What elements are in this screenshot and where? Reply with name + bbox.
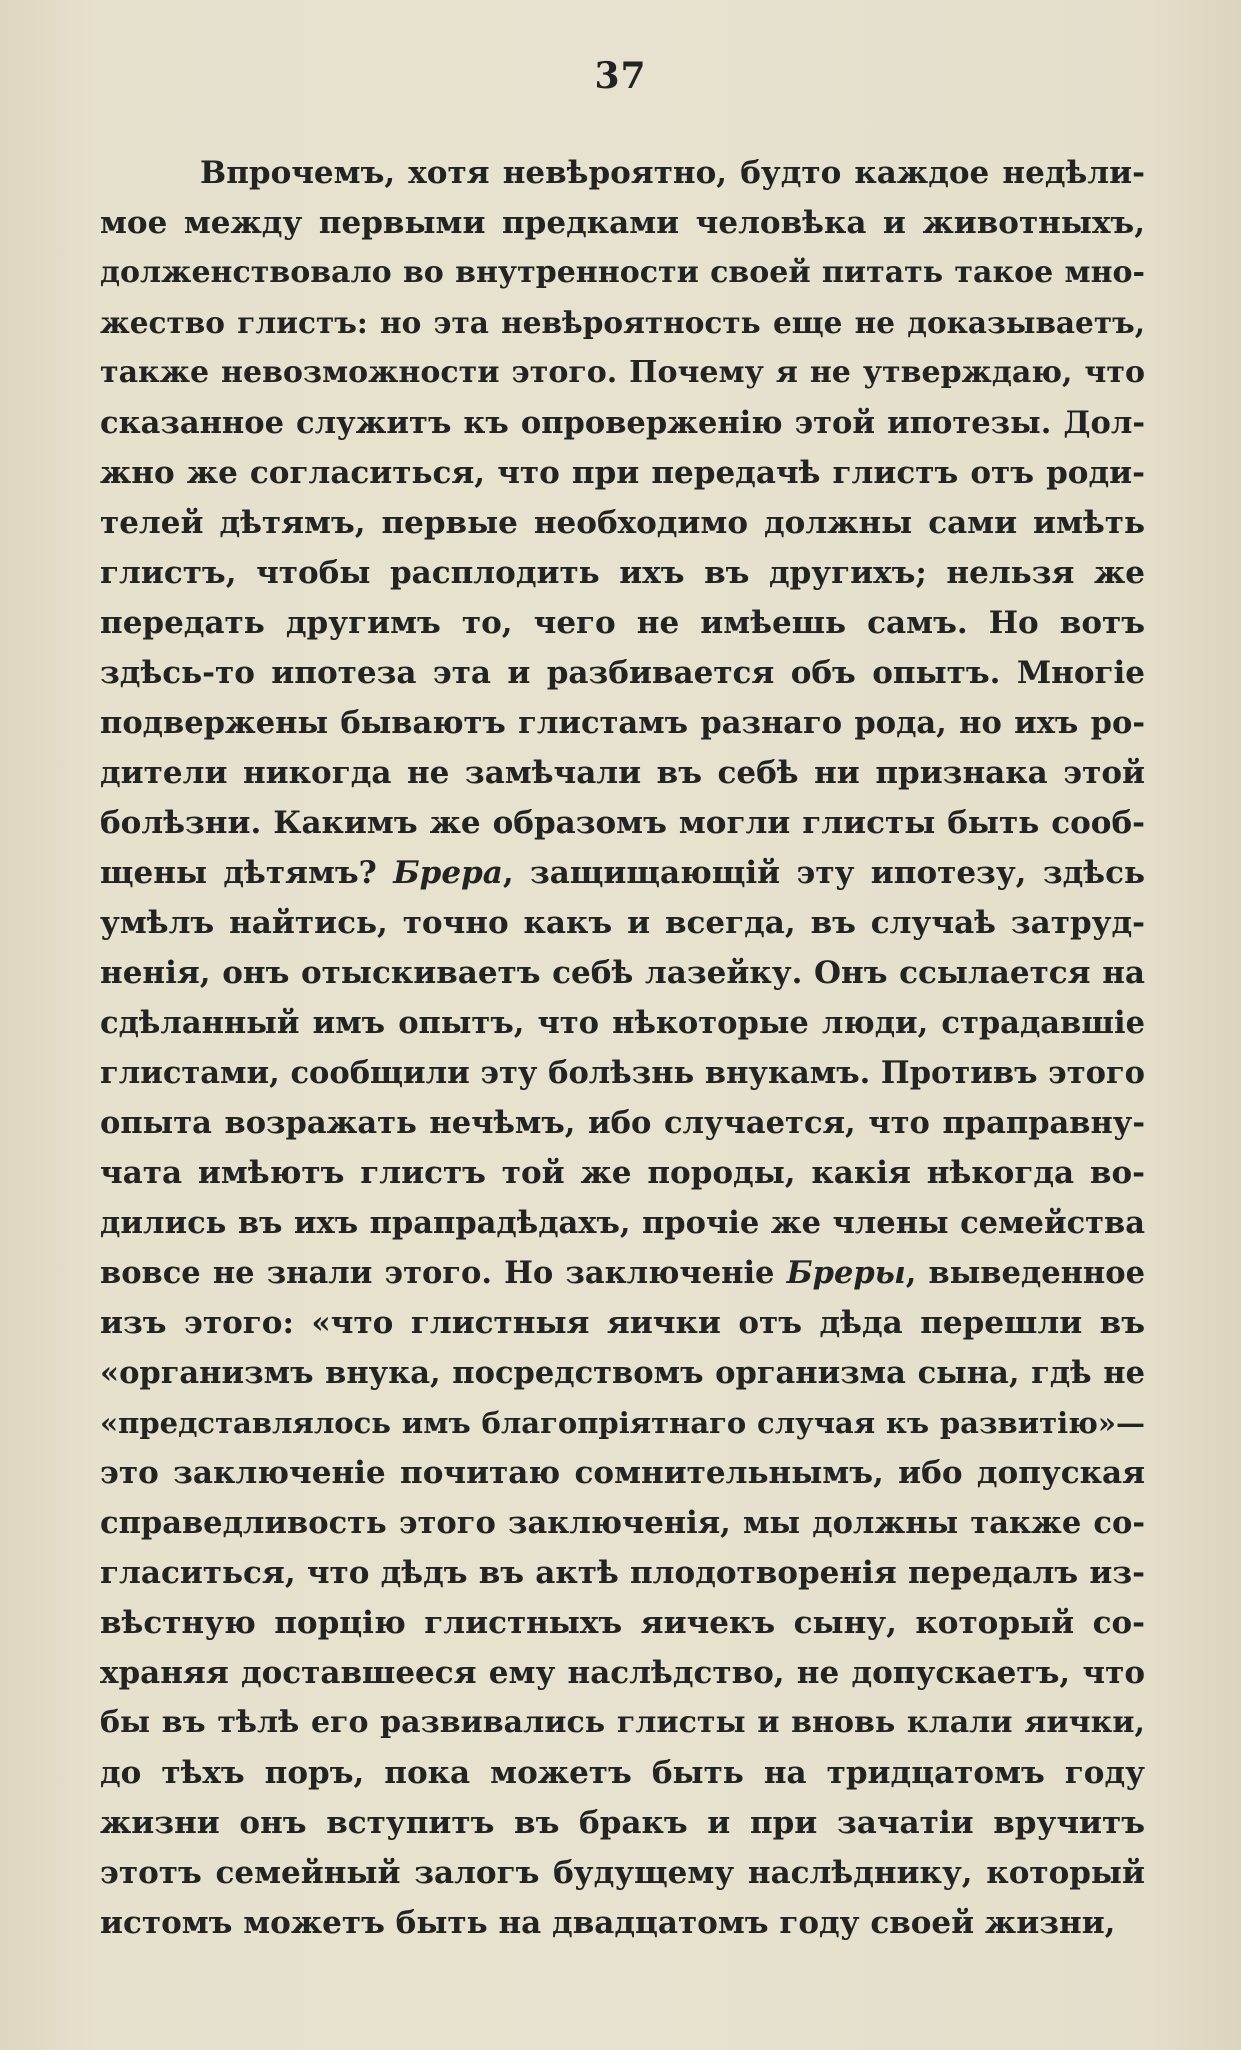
text-line: передать другимъ то, чего не имѣешь самъ. Но вотъ (100, 605, 1145, 641)
text-line: дились въ ихъ прапрадѣдахъ, прочіе же члены семейства (100, 1205, 1145, 1241)
text-line: вѣстную порцію глистныхъ яичекъ сыну, который со- (100, 1605, 1145, 1641)
text-line: жество глистъ: но эта невѣроятность еще не доказываетъ, (100, 305, 1145, 340)
text-line: бы въ тѣлѣ его развивались глисты и вновь клали яички, (100, 1705, 1145, 1740)
text-line: справедливость этого заключенія, мы должны также со- (100, 1505, 1145, 1541)
page-number: 37 (594, 55, 647, 97)
text-line: здѣсь-то ипотеза эта и разбивается объ опытъ. Многіе (100, 655, 1145, 691)
text-line: дители никогда не замѣчали въ себѣ ни признака этой (100, 755, 1145, 791)
text-line: жно же согласиться, что при передачѣ глистъ отъ роди- (100, 455, 1145, 491)
text-line: глистъ, чтобы расплодить ихъ въ другихъ; нельзя же (100, 555, 1145, 591)
text-line: долженствовало во внутренности своей питать такое мно- (100, 255, 1145, 290)
text-line: сказанное служитъ къ опроверженію этой ипотезы. Дол- (100, 405, 1145, 441)
text-line: жизни онъ вступитъ въ бракъ и при зачатіи вручитъ (100, 1805, 1145, 1841)
text-line: вовсе не знали этого. Но заключеніе Бреры, выведенное (100, 1255, 1145, 1291)
text-line: мое между первыми предками человѣка и животныхъ, (100, 205, 1145, 241)
body-text (100, 148, 1145, 1948)
text-line: до тѣхъ поръ, пока можетъ быть на тридцатомъ году (100, 1755, 1145, 1791)
text-line: опыта возражать нечѣмъ, ибо случается, что праправну- (100, 1105, 1145, 1141)
text-line: ненія, онъ отыскиваетъ себѣ лазейку. Онъ ссылается на (100, 955, 1145, 991)
text-line: «организмъ внука, посредствомъ организма сына, гдѣ не (100, 1355, 1145, 1391)
text-line: глистами, сообщили эту болѣзнь внукамъ. Противъ этого (100, 1055, 1145, 1091)
text-line: умѣлъ найтись, точно какъ и всегда, въ случаѣ затруд- (100, 905, 1145, 941)
text-line: гласиться, что дѣдъ въ актѣ плодотворенія передалъ из- (100, 1555, 1145, 1591)
text-line: также невозможности этого. Почему я не утверждаю, что (100, 355, 1145, 390)
text-line: это заключеніе почитаю сомнительнымъ, ибо допуская (100, 1455, 1145, 1491)
text-line: храняя доставшееся ему наслѣдство, не допускаетъ, что (100, 1655, 1145, 1691)
text-line: щены дѣтямъ? Брера, защищающій эту ипотезу, здѣсь (100, 855, 1145, 891)
text-line: болѣзни. Какимъ же образомъ могли глисты быть сооб- (100, 805, 1145, 841)
text-line: подвержены бываютъ глистамъ разнаго рода, но ихъ ро- (100, 705, 1145, 741)
text-line: «представлялось имъ благопріятнаго случая къ развитію»— (100, 1406, 1145, 1440)
text-line: телей дѣтямъ, первые необходимо должны сами имѣть (100, 505, 1145, 541)
text-line: чата имѣютъ глистъ той же породы, какія нѣкогда во- (100, 1155, 1145, 1191)
text-line: изъ этого: «что глистныя яички отъ дѣда перешли въ (100, 1305, 1145, 1341)
text-line: сдѣланный имъ опытъ, что нѣкоторые люди, страдавшіе (100, 1005, 1145, 1041)
text-line: этотъ семейный залогъ будущему наслѣднику, который (100, 1855, 1145, 1891)
text-line: Впрочемъ, хотя невѣроятно, будто каждое недѣли- (200, 155, 1145, 191)
text-line: истомъ можетъ быть на двадцатомъ году своей жизни, (100, 1905, 1116, 1941)
